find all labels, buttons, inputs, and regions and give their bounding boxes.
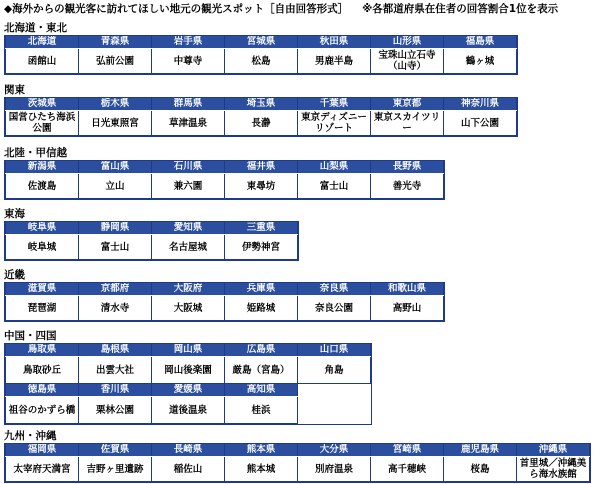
- spot-cell: 出雲大社: [79, 357, 152, 384]
- prefecture-header-row: [6, 384, 371, 397]
- prefecture-cell: 千葉県: [298, 98, 371, 111]
- spot-cell: 栗林公園: [79, 397, 152, 424]
- prefecture-header-row: [6, 344, 371, 357]
- spot-cell: 佐渡島: [6, 174, 79, 199]
- prefecture-cell: 広島県: [225, 344, 298, 357]
- spot-cell: 姫路城: [225, 296, 298, 321]
- prefecture-cell: 新潟県: [6, 161, 79, 174]
- spot-row: [6, 49, 517, 74]
- spot-cell: 長瀞: [225, 111, 298, 136]
- region-label: 中国・四国: [4, 330, 57, 342]
- prefecture-cell: 沖縄県: [517, 444, 590, 457]
- spot-cell: 函館山: [6, 49, 79, 74]
- prefecture-cell: 山口県: [298, 344, 371, 357]
- prefecture-header-row: [6, 222, 298, 235]
- prefecture-cell: 長野県: [371, 161, 444, 174]
- spot-cell: 桂浜: [225, 397, 298, 424]
- prefecture-cell: 鳥取県: [6, 344, 79, 357]
- prefecture-cell: 福島県: [444, 36, 517, 49]
- prefecture-header-row: [6, 444, 590, 457]
- spot-cell: 名古屋城: [152, 235, 225, 260]
- prefecture-cell: 大分県: [298, 444, 371, 457]
- page-title: [4, 2, 598, 16]
- region-table: [4, 35, 518, 75]
- spot-cell: 角島: [298, 357, 371, 384]
- prefecture-cell: 山形県: [371, 36, 444, 49]
- spot-cell: 山下公園: [444, 111, 517, 136]
- prefecture-cell: 福岡県: [6, 444, 79, 457]
- prefecture-cell: 静岡県: [79, 222, 152, 235]
- spot-cell: 琵琶湖: [6, 296, 79, 321]
- prefecture-cell: 岩手県: [152, 36, 225, 49]
- spot-cell: 日光東照宮: [79, 111, 152, 136]
- region-table: [4, 221, 299, 261]
- spot-row: [6, 235, 298, 260]
- spot-cell: 立山: [79, 174, 152, 199]
- spot-cell: 松島: [225, 49, 298, 74]
- prefecture-cell: 神奈川県: [444, 98, 517, 111]
- spot-cell: 弘前公園: [79, 49, 152, 74]
- prefecture-cell: 滋賀県: [6, 283, 79, 296]
- prefecture-cell: 北海道: [6, 36, 79, 49]
- spot-cell: 兼六園: [152, 174, 225, 199]
- spot-table: [5, 444, 590, 482]
- region-label: 九州・沖縄: [4, 430, 57, 442]
- spot-cell: 男鹿半島: [298, 49, 371, 74]
- spot-cell: 草津温泉: [152, 111, 225, 136]
- prefecture-cell: 三重県: [225, 222, 298, 235]
- spot-cell: 別府温泉: [298, 457, 371, 482]
- spot-row: [6, 111, 517, 136]
- prefecture-cell: 鹿児島県: [444, 444, 517, 457]
- prefecture-cell: 岡山県: [152, 344, 225, 357]
- spot-cell: 高野山: [371, 296, 444, 321]
- region-label: 東海: [4, 208, 25, 220]
- spot-table: [5, 222, 298, 260]
- spot-table: [5, 36, 517, 74]
- prefecture-header-row: [6, 98, 517, 111]
- spot-cell: 鳥取砂丘: [6, 357, 79, 384]
- prefecture-cell: 石川県: [152, 161, 225, 174]
- prefecture-cell: 福井県: [225, 161, 298, 174]
- prefecture-header-row: [6, 161, 444, 174]
- spot-cell: 奈良公園: [298, 296, 371, 321]
- prefecture-cell: 熊本県: [225, 444, 298, 457]
- prefecture-cell: 東京都: [371, 98, 444, 111]
- spot-cell: 厳島（宮島）: [225, 357, 298, 384]
- spot-cell: 桜島: [444, 457, 517, 482]
- spot-row: [6, 357, 371, 384]
- region-table: [4, 97, 518, 137]
- prefecture-cell: 和歌山県: [371, 283, 444, 296]
- spot-cell: 稲佐山: [152, 457, 225, 482]
- prefecture-cell: 茨城県: [6, 98, 79, 111]
- prefecture-cell: 富山県: [79, 161, 152, 174]
- spot-cell: 国営ひたち海浜公園: [6, 111, 79, 136]
- spot-cell: 大阪城: [152, 296, 225, 321]
- spot-table: [5, 344, 371, 424]
- spot-cell: 中尊寺: [152, 49, 225, 74]
- region-label: 近畿: [4, 269, 25, 281]
- prefecture-cell: 愛媛県: [152, 384, 225, 397]
- spot-row: [6, 174, 444, 199]
- spot-row: [6, 457, 590, 482]
- prefecture-cell: 島根県: [79, 344, 152, 357]
- spot-cell: 鶴ヶ城: [444, 49, 517, 74]
- spot-row: [6, 397, 371, 424]
- prefecture-cell: 宮城県: [225, 36, 298, 49]
- prefecture-cell: 徳島県: [6, 384, 79, 397]
- prefecture-cell: 兵庫県: [225, 283, 298, 296]
- spot-cell: 清水寺: [79, 296, 152, 321]
- region-table: [4, 160, 445, 200]
- region-table: [4, 343, 372, 425]
- spot-cell: 高千穂峡: [371, 457, 444, 482]
- title-text: ◆海外からの観光客に訪れてほしい地元の観光スポット［自由回答形式］: [4, 3, 349, 15]
- spot-table: [5, 161, 444, 199]
- prefecture-cell: 高知県: [225, 384, 298, 397]
- region-label: 北海道・東北: [4, 22, 67, 34]
- prefecture-cell: 埼玉県: [225, 98, 298, 111]
- spot-cell: 吉野ヶ里遺跡: [79, 457, 152, 482]
- spot-cell: 宝珠山立石寺（山寺）: [371, 49, 444, 74]
- prefecture-cell: 奈良県: [298, 283, 371, 296]
- spot-cell: 首里城／沖縄美ら海水族館: [517, 457, 590, 482]
- prefecture-cell: 宮崎県: [371, 444, 444, 457]
- spot-cell: 善光寺: [371, 174, 444, 199]
- spot-cell: 熊本城: [225, 457, 298, 482]
- prefecture-cell: 岐阜県: [6, 222, 79, 235]
- spot-cell: 伊勢神宮: [225, 235, 298, 260]
- spot-cell: 祖谷のかずら橋: [6, 397, 79, 424]
- prefecture-cell: 香川県: [79, 384, 152, 397]
- spot-cell: 富士山: [298, 174, 371, 199]
- prefecture-cell: 群馬県: [152, 98, 225, 111]
- spot-cell: 東京ディズニーリゾート: [298, 111, 371, 136]
- prefecture-cell: 愛知県: [152, 222, 225, 235]
- prefecture-cell: 京都府: [79, 283, 152, 296]
- prefecture-cell: 秋田県: [298, 36, 371, 49]
- prefecture-header-row: [6, 36, 517, 49]
- spot-cell: 岐阜城: [6, 235, 79, 260]
- region-table: [4, 282, 445, 322]
- region-label: 関東: [4, 84, 25, 96]
- prefecture-cell: 山梨県: [298, 161, 371, 174]
- prefecture-cell: 青森県: [79, 36, 152, 49]
- prefecture-cell: 栃木県: [79, 98, 152, 111]
- spot-cell: 岡山後楽園: [152, 357, 225, 384]
- spot-cell: 富士山: [79, 235, 152, 260]
- spot-table: [5, 98, 517, 136]
- spot-row: [6, 296, 444, 321]
- spot-cell: 太宰府天満宮: [6, 457, 79, 482]
- region-table: [4, 443, 591, 483]
- prefecture-cell: 長崎県: [152, 444, 225, 457]
- spot-cell: 道後温泉: [152, 397, 225, 424]
- prefecture-cell: 佐賀県: [79, 444, 152, 457]
- spot-table: [5, 283, 444, 321]
- prefecture-header-row: [6, 283, 444, 296]
- region-label: 北陸・甲信越: [4, 147, 67, 159]
- title-note: ※各都道府県在住者の回答割合1位を表示: [362, 3, 559, 15]
- spot-cell: 東京スカイツリー: [371, 111, 444, 136]
- spot-cell: 東尋坊: [225, 174, 298, 199]
- prefecture-cell: 大阪府: [152, 283, 225, 296]
